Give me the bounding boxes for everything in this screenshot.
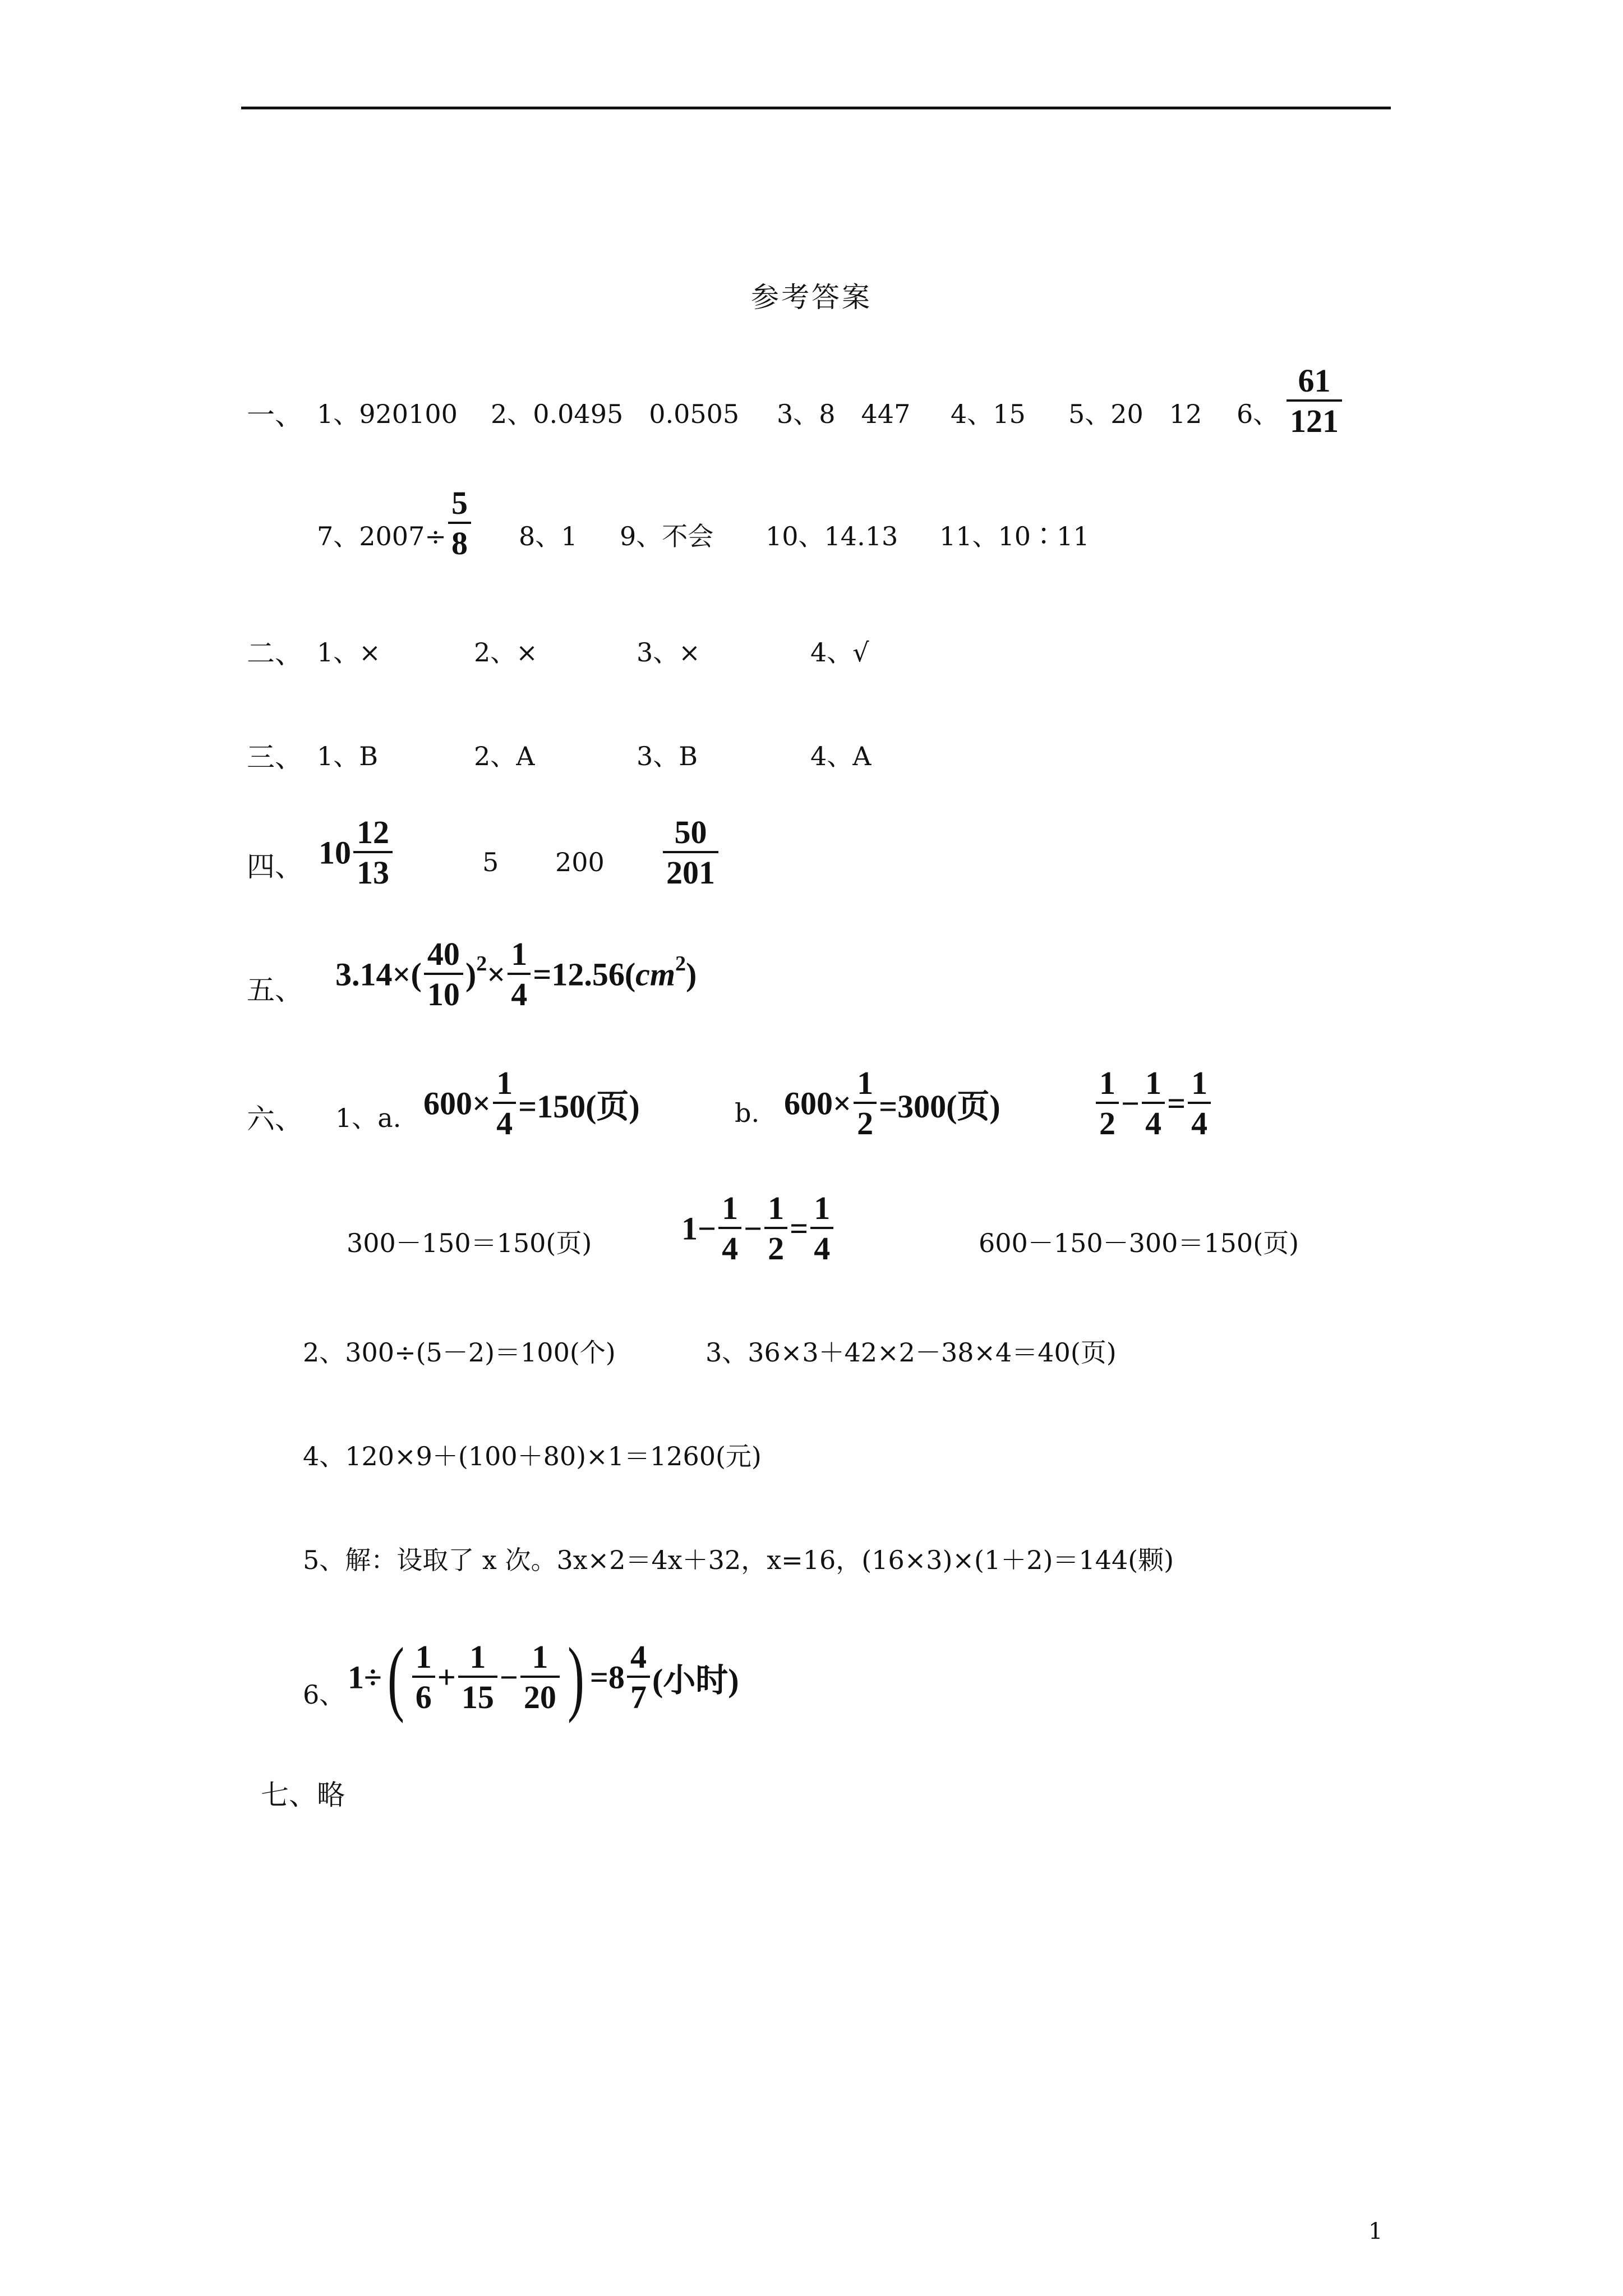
s6-a-equation (423, 1067, 640, 1140)
section-4-label: 四、 (247, 850, 303, 883)
s5-f1-denominator: 10 (424, 973, 463, 1011)
s6-c-n1: 1 (1099, 1065, 1115, 1101)
s6-q6-result-numerator: 4 (630, 1639, 647, 1675)
s1-item-5: 5、20 12 (1068, 399, 1202, 429)
s5-part-1: 3.14×( (335, 956, 422, 993)
s1-item-6-numerator: 61 (1298, 362, 1331, 399)
s6-c-d2: 4 (1142, 1102, 1165, 1140)
s6-row2-b-op2: = (790, 1210, 809, 1247)
s6-c-n2: 1 (1145, 1065, 1162, 1101)
s6-row2-a: 300－150＝150(页) (347, 1228, 592, 1258)
s3-item-4: 4、A (810, 741, 872, 771)
s6-row2-b-d2: 2 (764, 1227, 787, 1265)
s4-d-numerator: 50 (674, 814, 707, 850)
section-3-label: 三、 (247, 741, 303, 774)
s5-equation (335, 938, 697, 1011)
s6-a-denominator: 4 (493, 1102, 516, 1140)
s2-item-1: 1、× (317, 637, 381, 668)
s5-unit: cm (635, 956, 675, 993)
s6-q5: 5、解：设取了 x 次。3x×2＝4x＋32，x=16，(16×3)×(1＋2)＝144(颗) (303, 1545, 1174, 1575)
s3-item-2: 2、A (474, 741, 535, 771)
s6-c-n3: 1 (1191, 1065, 1208, 1101)
s6-c-op1: − (1121, 1085, 1140, 1122)
s6-q6-n3: 1 (532, 1639, 548, 1675)
s6-a-prefix: 1、a. (335, 1103, 402, 1133)
s6-q6-unit: (小时) (652, 1662, 739, 1699)
s6-row2-b-op1: − (744, 1210, 763, 1247)
s6-q6-d1: 6 (412, 1676, 435, 1714)
s2-item-2: 2、× (474, 637, 538, 668)
s4-answer-c: 200 (555, 847, 605, 877)
s6-q6-op1: + (437, 1659, 456, 1696)
s6-b-denominator: 2 (854, 1102, 877, 1140)
s1-item-7-denominator: 8 (448, 522, 471, 560)
s6-a-part-2: =150(页) (518, 1088, 640, 1125)
s1-item-6-prefix: 6、 (1237, 399, 1279, 429)
s1-item-6-denominator: 121 (1287, 399, 1342, 438)
s1-item-4: 4、15 (951, 399, 1026, 429)
page-number: 1 (1368, 2219, 1383, 2244)
section-7: 七、略 (261, 1779, 345, 1811)
s4-answer-b: 5 (482, 847, 499, 877)
s6-q6-d2: 15 (458, 1676, 497, 1714)
s6-b-part-2: =300(页) (879, 1088, 1000, 1125)
s2-item-4: 4、√ (810, 637, 869, 668)
s1-item-1: 1、920100 (317, 399, 458, 429)
s6-q3: 3、36×3＋42×2－38×4＝40(页) (706, 1337, 1117, 1368)
s4-mixed-number (319, 816, 395, 889)
s6-b-prefix: b. (735, 1098, 760, 1128)
s4-a-denominator: 13 (353, 851, 393, 889)
s4-fraction-d (661, 816, 721, 889)
s6-row2-b-d3: 4 (810, 1227, 833, 1265)
s3-item-3: 3、B (637, 741, 698, 771)
s6-q6-n1: 1 (415, 1639, 432, 1675)
s6-a-part-1: 600× (423, 1085, 491, 1122)
s6-b-part-1: 600× (784, 1085, 852, 1122)
s6-b-numerator: 1 (857, 1065, 874, 1101)
s5-unit-exponent: 2 (675, 951, 686, 976)
header-rule (241, 107, 1391, 109)
s1-item-2: 2、0.0495 0.0505 (491, 399, 740, 429)
s6-row2-b-n3: 1 (814, 1190, 831, 1226)
s6-q6-equals: =8 (589, 1659, 625, 1696)
s2-item-3: 3、× (637, 637, 700, 668)
s6-row2-b-n1: 1 (722, 1190, 739, 1226)
s6-q6-equation (348, 1631, 739, 1724)
s4-whole: 10 (319, 834, 351, 871)
s6-b-equation (784, 1067, 1000, 1140)
s6-c-d3: 4 (1188, 1102, 1211, 1140)
s6-row2-b-equation (681, 1192, 836, 1265)
s6-q6-result-denominator: 7 (627, 1676, 650, 1714)
s6-q6-part-1: 1÷ (348, 1659, 382, 1696)
s6-q6-op2: − (499, 1659, 518, 1696)
s5-part-4: =12.56( (533, 956, 636, 993)
s5-f2-denominator: 4 (508, 973, 531, 1011)
s3-item-1: 1、B (317, 741, 379, 771)
s5-part-5: ) (686, 956, 697, 993)
s6-c-op2: = (1167, 1085, 1186, 1122)
s6-row2-b-d1: 4 (718, 1227, 741, 1265)
s6-q4: 4、120×9＋(100＋80)×1＝1260(元) (303, 1441, 762, 1471)
s6-q6-left-paren: ( (387, 1631, 404, 1724)
section-1-label: 一、 (247, 399, 303, 431)
section-6-label: 六、 (247, 1103, 303, 1135)
s1-item-7-prefix: 7、2007÷ (317, 521, 446, 551)
s6-row2-b-n2: 1 (768, 1190, 785, 1226)
s6-a-numerator: 1 (496, 1065, 513, 1101)
s6-q6-prefix: 6、 (303, 1680, 345, 1710)
page-title: 参考答案 (751, 281, 872, 314)
s1-item-8: 8、1 (519, 521, 578, 551)
s6-row2-c: 600－150－300＝150(页) (979, 1228, 1299, 1258)
s5-part-3: × (487, 956, 506, 993)
section-2-label: 二、 (247, 637, 303, 670)
s4-a-numerator: 12 (357, 814, 389, 850)
s6-q6-n2: 1 (469, 1639, 486, 1675)
s1-item-11: 11、10∶11 (939, 521, 1090, 551)
s5-part-2: ) (465, 956, 477, 993)
s5-exponent: 2 (476, 951, 487, 976)
s1-item-3: 3、8 447 (777, 399, 911, 429)
s6-q6-right-paren: ) (567, 1631, 584, 1724)
s1-item-9: 9、不会 (620, 521, 714, 551)
s6-c-d1: 2 (1096, 1102, 1119, 1140)
section-5-label: 五、 (247, 974, 303, 1006)
s1-item-10: 10、14.13 (766, 521, 898, 551)
s5-f2-numerator: 1 (511, 936, 528, 972)
s1-item-7-numerator: 5 (451, 485, 468, 521)
s1-item-7-fraction (446, 487, 473, 560)
s4-d-denominator: 201 (663, 851, 718, 889)
s5-f1-numerator: 40 (427, 936, 460, 972)
s1-item-6-fraction (1284, 362, 1344, 439)
s6-row2-b-part-1: 1− (681, 1210, 717, 1247)
s6-q2: 2、300÷(5－2)＝100(个) (303, 1337, 616, 1368)
s6-q6-d3: 20 (520, 1676, 560, 1714)
s6-c-equation (1094, 1067, 1213, 1140)
